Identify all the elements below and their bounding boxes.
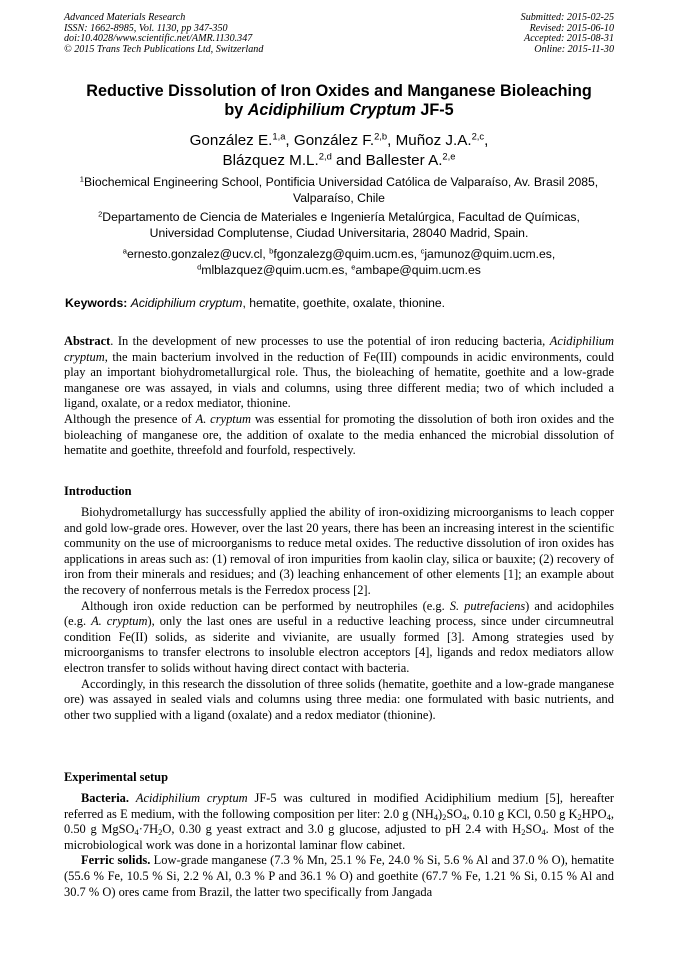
subscript: 4 <box>433 811 438 822</box>
section-heading-introduction: Introduction <box>64 484 132 498</box>
text-run: . In the development of new processes to use the potential of iron reducing bacteria, <box>110 334 546 348</box>
affiliation-text: Departamento de Ciencia de Materiales e Ingeniería Metalúrgica, Facultad de Químicas, <box>102 210 580 224</box>
journal-copyright: © 2015 Trans Tech Publications Ltd, Switzerland <box>64 43 264 55</box>
email-address[interactable]: ambape@quim.ucm.es <box>355 262 481 277</box>
title-organism: Acidiphilium Cryptum <box>247 101 416 119</box>
keywords-list: , hematite, goethite, oxalate, thionine. <box>242 296 446 310</box>
author-name: Muñoz J.A. <box>395 132 472 149</box>
text-run: ) <box>438 806 443 821</box>
text-run: , 0.10 g KCl, 0.50 g K <box>466 806 578 821</box>
email-mark: d <box>197 261 202 271</box>
text-run: ) and acidophiles (e.g. <box>64 598 614 629</box>
author-name: González E. <box>189 132 273 149</box>
author-affiliation-mark: 2,e <box>442 150 456 162</box>
author-name: Ballester A. <box>365 152 443 169</box>
author-affiliation-mark: 1,a <box>272 130 286 142</box>
abstract-paragraph-2 <box>64 412 614 459</box>
text-run-italic: A. cryptum <box>91 614 148 629</box>
affiliation-2 <box>40 210 638 241</box>
email-mark: c <box>420 246 425 256</box>
text-run-italic: Acidiphilium cryptum <box>135 791 248 805</box>
email-list <box>40 247 638 278</box>
affiliation-text: Biochemical Engineering School, Pontificia Universidad Católica de Valparaíso, Av. Brasil 2085, <box>84 175 599 189</box>
title-suffix: JF-5 <box>415 101 454 119</box>
author-line-2 <box>40 151 638 171</box>
subscript: 2 <box>521 827 526 838</box>
title-prefix: by <box>224 101 248 119</box>
subscript: 4 <box>134 827 139 838</box>
bacteria-label: Bacteria. <box>81 791 130 805</box>
date-submitted: Submitted: 2015-02-25 <box>520 12 614 23</box>
email-line-1: $^a$ernesto.gonzalez@ucv.cl, $^b$fgonzalezg@quim.ucm.es, $^c$jamunoz@quim.ucm.es, <box>122 246 556 261</box>
text-run: Low-grade manganese (7.3 % Mn, 25.1 % Fe, 24.0 % Si, 5.6 % Al and 37.0 % O), hematite (55.6 % Fe, 10.5 % Si, 2.2 % Al, 0.3 % P and 36.1 % O) and goethite (67.7 % Fe, 1.21 % Si, 0.15 % Al and 30.7 % O) ores came from Brazil, the latter two specifically from Jangada <box>64 853 614 899</box>
email-address[interactable]: fgonzalezg@quim.ucm.es <box>273 247 414 261</box>
text-run: SO <box>525 822 542 837</box>
author-name: Blázquez M.L. <box>222 152 319 169</box>
subscript: 4 <box>462 811 467 822</box>
affiliation-mark: 1 <box>79 174 84 184</box>
text-run: SO <box>446 806 463 821</box>
author-separator: , <box>484 132 489 149</box>
text-run: was essential for promoting the dissolution of both iron oxides and the bioleaching of manganese ore, the addition of oxalate to the media enhanced the microbial dissolution of hematite and goethite, threefold and fourfold, respectively. <box>64 411 615 458</box>
date-online: Online: 2015-11-30 <box>534 43 614 55</box>
email-address[interactable]: ernesto.gonzalez@ucv.cl <box>126 247 263 261</box>
subscript: 4 <box>541 827 546 838</box>
intro-paragraph-2 <box>64 599 614 677</box>
text-run-italic: Acidiphilium cryptum <box>64 334 614 364</box>
abstract-paragraph-1 <box>64 334 614 412</box>
author-separator: and <box>331 152 366 169</box>
text-run: ·7H <box>138 822 159 837</box>
abstract-label: Abstract <box>64 334 111 348</box>
date-accepted: Accepted: 2015-08-31 <box>524 33 614 45</box>
introduction-body <box>64 505 614 723</box>
subscript: 2 <box>158 827 163 838</box>
text-run: O, 0.30 g yeast extract and 3.0 g glucose, adjusted to pH 2.4 with H <box>162 822 522 837</box>
author-list <box>40 131 638 171</box>
bacteria-paragraph <box>64 791 614 853</box>
journal-issn: ISSN: 1662-8985, Vol. 1130, pp 347-350 <box>64 22 228 34</box>
author-affiliation-mark: 2,d <box>318 150 332 162</box>
keywords-label: Keywords: <box>65 296 128 310</box>
text-run: ), only the last ones are useful in a reductive leaching process, since under circumneutral condition Fe(II) solids, as siderite and vivianite, are usually formed [3]. Among strategies used by microorganisms to transfer electrons to insoluble electron acceptors [4], ligands and redox mediators allow electron transfer to solids without having direct contact with bacteria. <box>64 614 614 675</box>
dates-header <box>521 13 614 55</box>
affiliation-line <box>40 175 638 191</box>
email-mark: e <box>351 261 356 271</box>
text-run: HPO <box>581 806 607 821</box>
text-run: Although iron oxide reduction can be performed by neutrophiles (e.g. <box>81 598 450 613</box>
author-separator: , <box>285 132 294 149</box>
affiliation-line <box>40 210 638 226</box>
text-run-italic: S. putrefaciens <box>449 598 526 613</box>
ferric-solids-paragraph <box>64 853 614 900</box>
author-name: González F. <box>293 132 375 149</box>
affiliation-text: Universidad Complutense, Ciudad Universitaria, 28040 Madrid, Spain. <box>149 225 529 240</box>
journal-header <box>64 13 263 55</box>
author-affiliation-mark: 2,c <box>471 130 485 142</box>
journal-name: Advanced Materials Research <box>64 12 186 23</box>
email-mark: b <box>269 246 274 256</box>
subscript: 4 <box>606 811 611 822</box>
email-address[interactable]: jamunoz@quim.ucm.es <box>424 247 552 261</box>
section-heading-experimental: Experimental setup <box>64 770 168 784</box>
text-run: JF-5 was cultured in modified Acidiphilium medium [5], hereafter referred as E medium, with the following composition per liter: 2.0 g (NH <box>64 791 614 821</box>
date-revised: Revised: 2015-06-10 <box>529 22 614 34</box>
keyword-organism: Acidiphilium cryptum <box>130 296 243 310</box>
text-run-italic: A. cryptum <box>195 411 251 426</box>
text-run: , 0.50 g MgSO <box>64 806 614 837</box>
text-run: Although the presence of <box>64 411 196 426</box>
experimental-body <box>64 791 614 900</box>
affiliation-1 <box>40 175 638 206</box>
email-mark: a <box>122 246 127 256</box>
paper-title <box>40 82 638 120</box>
keywords <box>65 296 625 311</box>
ferric-solids-label: Ferric solids. <box>81 853 151 868</box>
author-separator: , <box>387 132 396 149</box>
affiliation-text: Valparaíso, Chile <box>293 190 385 205</box>
subscript: 2 <box>442 811 447 822</box>
text-run: . Most of the microbiological work was done in a horizontal laminar flow cabinet. <box>64 822 614 852</box>
intro-paragraph-1: Biohydrometallurgy has successfully applied the ability of iron-oxidizing microorganisms to leach copper and gold low-grade ores. However, over the last 20 years, there has been an increasing interest in the scientific community on the use of microorganisms to reduce metal oxides. The reductive dissolution of iron oxides has applications in areas such as: (1) removal of iron impurities from kaolin clay, silica or bauxite; (2) recovery of iron from their minerals and residues; and (3) leaching enhancement of other elements [1]; an example about the recovery of nonferrous metals is the Ferredox process [2]. <box>64 505 614 597</box>
journal-doi: doi:10.4028/www.scientific.net/AMR.1130.347 <box>64 33 253 45</box>
email-address[interactable]: mlblazquez@quim.ucm.es <box>201 262 345 277</box>
subscript: 2 <box>577 811 582 822</box>
email-line-2: $^d$mlblazquez@quim.ucm.es, $^e$ambape@quim.ucm.es <box>197 261 481 277</box>
abstract <box>64 334 614 459</box>
author-affiliation-mark: 2,b <box>374 130 388 142</box>
title-line-2 <box>40 101 638 120</box>
affiliation-mark: 2 <box>98 209 103 219</box>
text-run: , the main bacterium involved in the reduction of Fe(III) compounds in acidic environments, could play an important biohydrometallurgical role. Thus, the bioleaching of hematite, goethite and a low-grade manganese ore was assayed, in vials and columns, using three different media; two of which included a ligand, oxalate, or a redox mediator, thionine. <box>64 349 614 411</box>
title-line-1: Reductive Dissolution of Iron Oxides and Manganese Bioleaching <box>86 82 592 100</box>
intro-paragraph-3: Accordingly, in this research the dissolution of three solids (hematite, goethite and a low-grade manganese ore) was assayed in sealed vials and columns using three media: one formulated with basic nutrients, and other two supplied with a ligand (oxalate) and a redox mediator (thionine). <box>64 676 614 722</box>
author-line-1 <box>40 131 638 151</box>
